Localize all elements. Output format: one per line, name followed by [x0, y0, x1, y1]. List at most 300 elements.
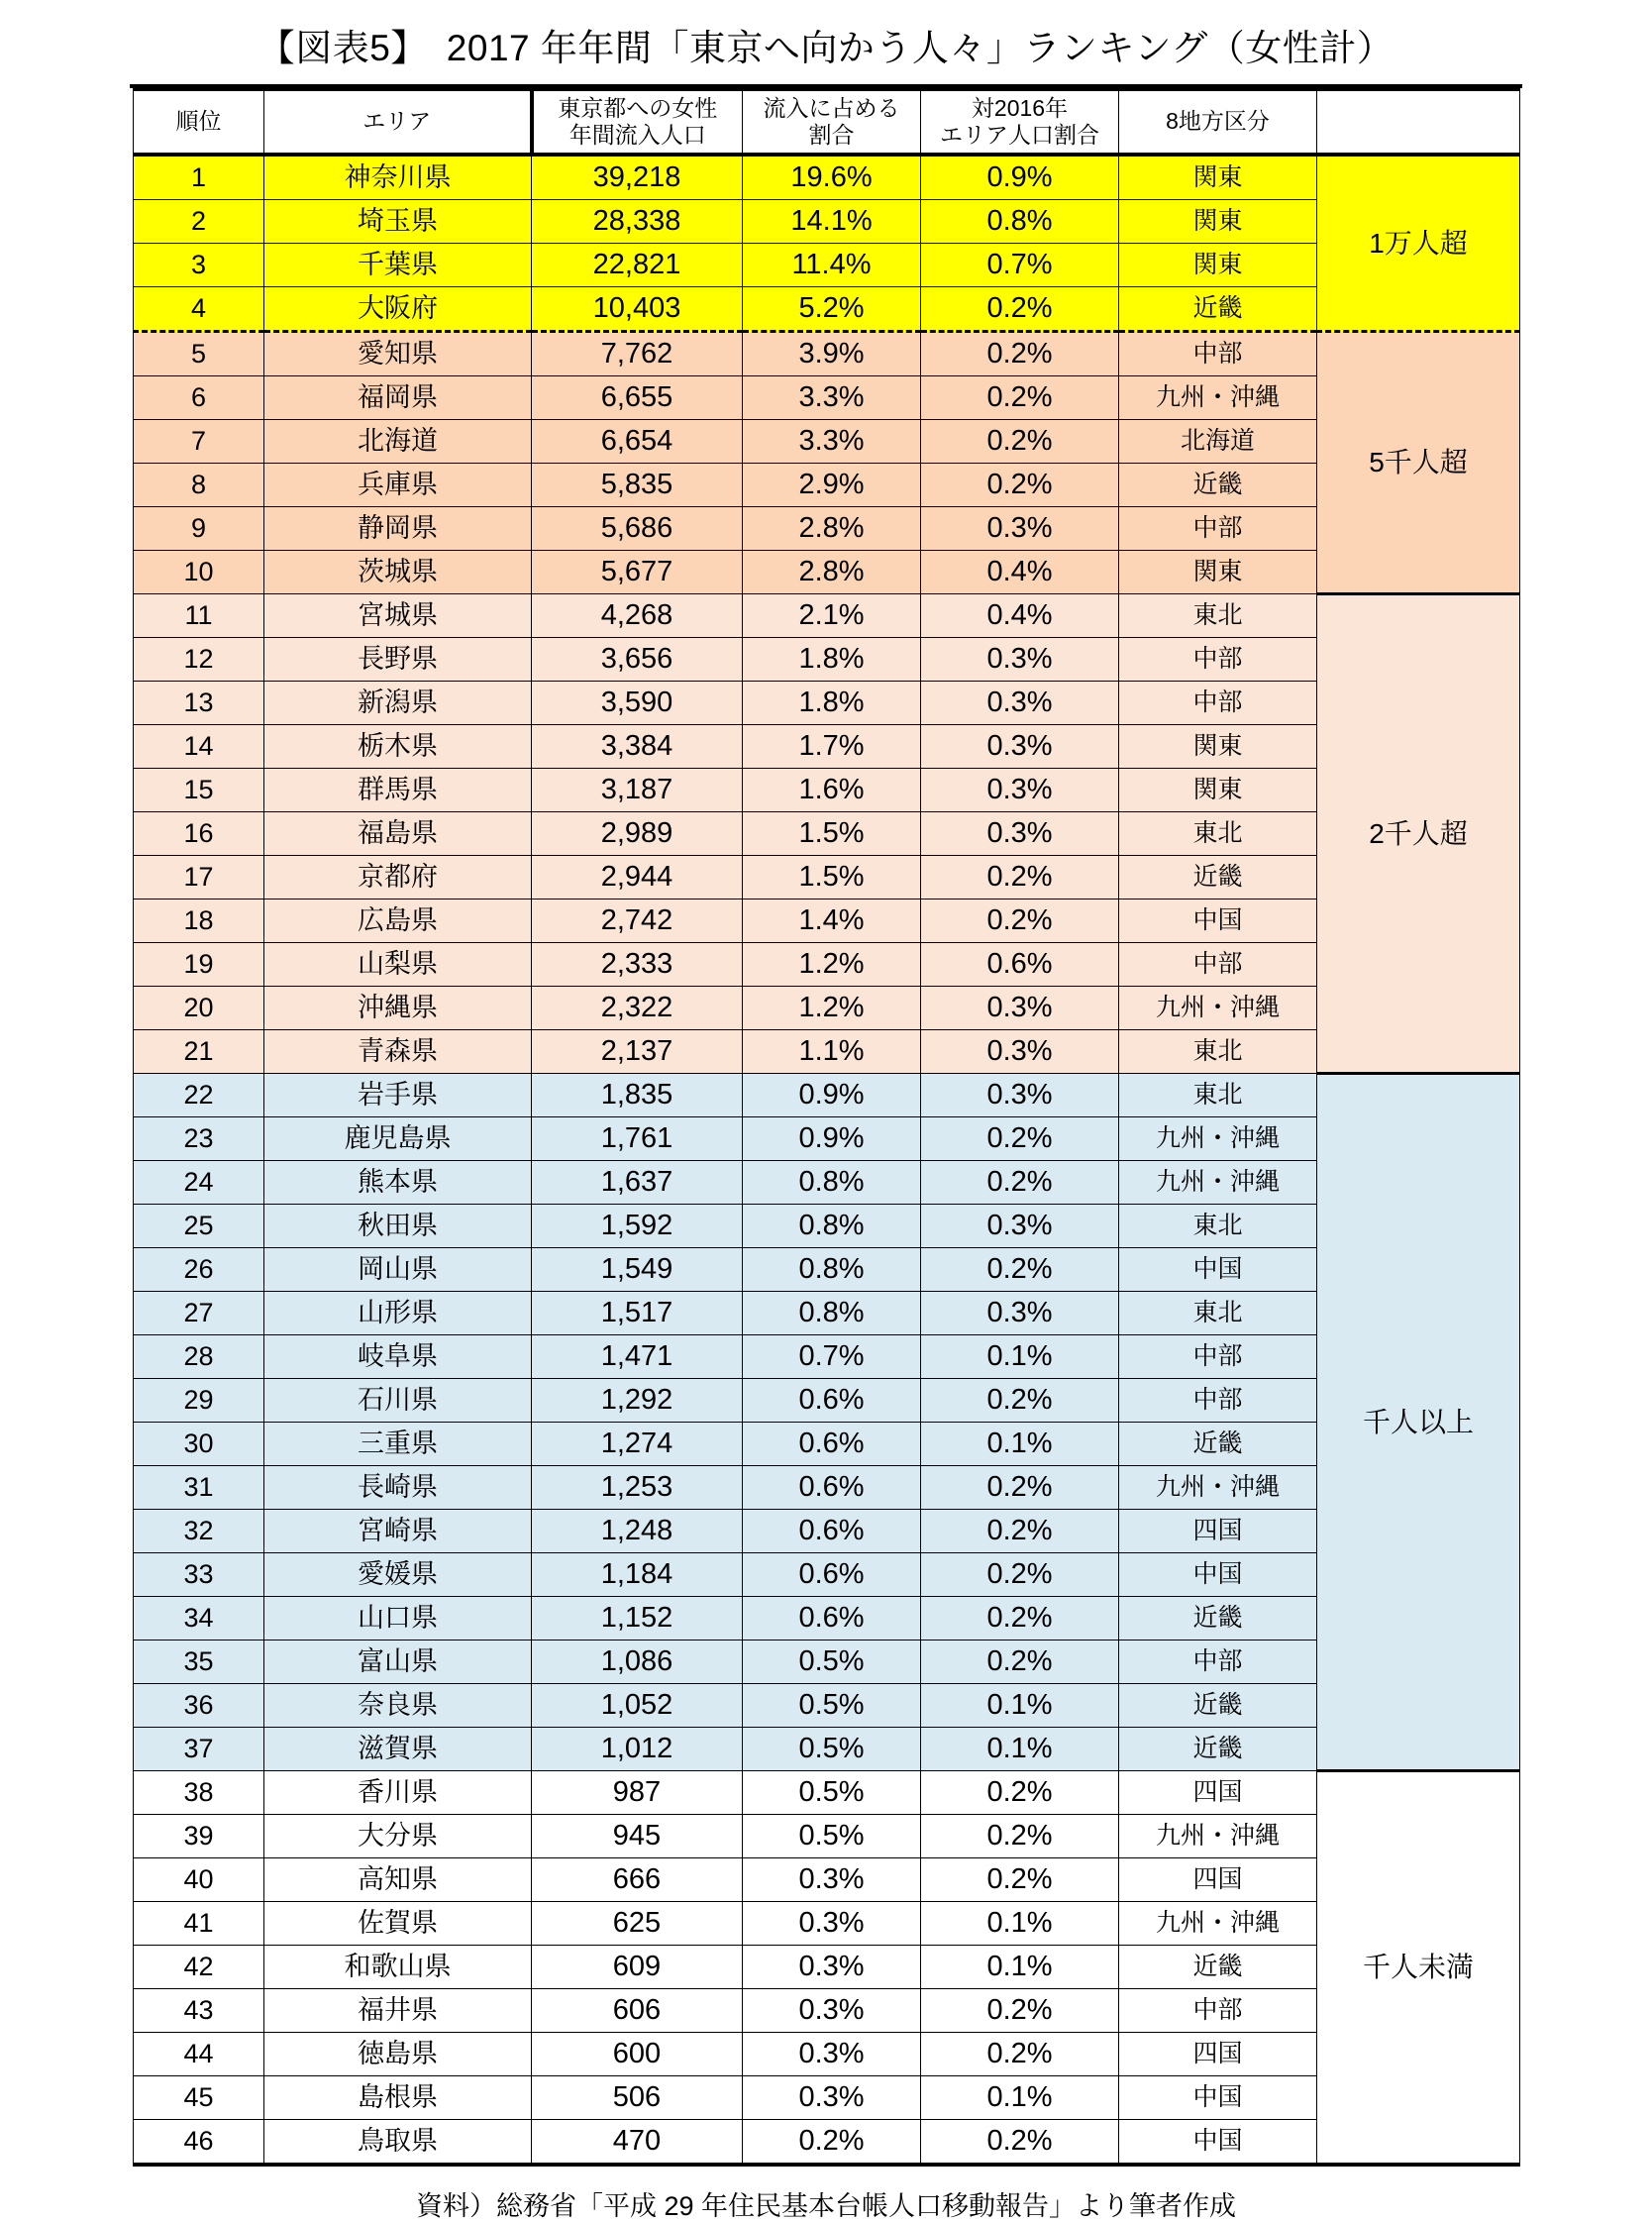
table-header: [134, 89, 1520, 155]
cell-share: 0.3%: [743, 2076, 921, 2120]
cell-region: 九州・沖縄: [1119, 1161, 1317, 1205]
cell-ratio: 0.2%: [921, 287, 1119, 332]
cell-region: 九州・沖縄: [1119, 1117, 1317, 1161]
cell-area: 北海道: [264, 420, 532, 464]
cell-share: 1.5%: [743, 856, 921, 900]
cell-area: 福島県: [264, 812, 532, 856]
cell-area: 岡山県: [264, 1248, 532, 1292]
table-row: [134, 1335, 1520, 1379]
cell-rank: 33: [134, 1553, 264, 1597]
cell-share: 0.7%: [743, 1335, 921, 1379]
group-label-4: 千人未満: [1317, 1771, 1520, 2166]
group-label-3: 千人以上: [1317, 1074, 1520, 1771]
cell-region: 近畿: [1119, 1946, 1317, 1989]
table-row: [134, 1074, 1520, 1117]
cell-share: 1.8%: [743, 682, 921, 725]
cell-share: 3.3%: [743, 376, 921, 420]
cell-region: 中部: [1119, 638, 1317, 682]
cell-ratio: 0.8%: [921, 200, 1119, 244]
cell-area: 茨城県: [264, 551, 532, 594]
column-header-rank: 順位: [134, 89, 264, 155]
cell-rank: 36: [134, 1684, 264, 1728]
cell-rank: 28: [134, 1335, 264, 1379]
cell-ratio: 0.2%: [921, 332, 1119, 376]
cell-region: 九州・沖縄: [1119, 987, 1317, 1030]
cell-region: 関東: [1119, 200, 1317, 244]
cell-population: 4,268: [532, 594, 743, 638]
cell-ratio: 0.2%: [921, 856, 1119, 900]
cell-area: 富山県: [264, 1641, 532, 1684]
cell-region: 九州・沖縄: [1119, 1815, 1317, 1858]
table-row: [134, 812, 1520, 856]
cell-share: 0.6%: [743, 1466, 921, 1510]
cell-population: 3,187: [532, 769, 743, 812]
cell-ratio: 0.2%: [921, 1989, 1119, 2033]
cell-ratio: 0.2%: [921, 2120, 1119, 2166]
cell-population: 1,517: [532, 1292, 743, 1335]
cell-population: 2,322: [532, 987, 743, 1030]
cell-area: 岩手県: [264, 1074, 532, 1117]
cell-share: 0.9%: [743, 1074, 921, 1117]
cell-population: 600: [532, 2033, 743, 2076]
cell-population: 1,184: [532, 1553, 743, 1597]
cell-area: 沖縄県: [264, 987, 532, 1030]
table-row: [134, 200, 1520, 244]
cell-rank: 6: [134, 376, 264, 420]
cell-share: 0.5%: [743, 1771, 921, 1815]
cell-region: 近畿: [1119, 464, 1317, 507]
cell-share: 5.2%: [743, 287, 921, 332]
cell-ratio: 0.2%: [921, 1161, 1119, 1205]
cell-rank: 37: [134, 1728, 264, 1771]
cell-ratio: 0.1%: [921, 1946, 1119, 1989]
cell-rank: 46: [134, 2120, 264, 2166]
cell-region: 中部: [1119, 1989, 1317, 2033]
cell-area: 神奈川県: [264, 155, 532, 200]
cell-ratio: 0.2%: [921, 1248, 1119, 1292]
cell-population: 1,292: [532, 1379, 743, 1423]
cell-population: 945: [532, 1815, 743, 1858]
table-row: [134, 1466, 1520, 1510]
cell-area: 高知県: [264, 1858, 532, 1902]
cell-region: 中国: [1119, 2076, 1317, 2120]
table-row: [134, 1117, 1520, 1161]
cell-area: 京都府: [264, 856, 532, 900]
cell-population: 22,821: [532, 244, 743, 287]
cell-region: 中国: [1119, 900, 1317, 943]
cell-area: 大分県: [264, 1815, 532, 1858]
cell-area: 山口県: [264, 1597, 532, 1641]
cell-area: 山梨県: [264, 943, 532, 987]
cell-ratio: 0.2%: [921, 420, 1119, 464]
cell-share: 1.4%: [743, 900, 921, 943]
cell-area: 佐賀県: [264, 1902, 532, 1946]
cell-area: 宮崎県: [264, 1510, 532, 1553]
table-row: [134, 376, 1520, 420]
cell-rank: 22: [134, 1074, 264, 1117]
cell-region: 四国: [1119, 1771, 1317, 1815]
cell-region: 中部: [1119, 507, 1317, 551]
cell-ratio: 0.7%: [921, 244, 1119, 287]
cell-share: 0.3%: [743, 1989, 921, 2033]
cell-population: 3,384: [532, 725, 743, 769]
cell-region: 四国: [1119, 1858, 1317, 1902]
cell-region: 四国: [1119, 2033, 1317, 2076]
cell-area: 鳥取県: [264, 2120, 532, 2166]
cell-rank: 2: [134, 200, 264, 244]
cell-population: 666: [532, 1858, 743, 1902]
cell-share: 1.7%: [743, 725, 921, 769]
table-row: [134, 1858, 1520, 1902]
cell-ratio: 0.2%: [921, 1466, 1119, 1510]
cell-area: 栃木県: [264, 725, 532, 769]
cell-share: 1.6%: [743, 769, 921, 812]
table-row: [134, 1292, 1520, 1335]
cell-population: 5,686: [532, 507, 743, 551]
cell-rank: 26: [134, 1248, 264, 1292]
ranking-table-wrapper: [133, 87, 1519, 2167]
cell-rank: 31: [134, 1466, 264, 1510]
cell-region: 中部: [1119, 1641, 1317, 1684]
cell-rank: 25: [134, 1205, 264, 1248]
cell-region: 九州・沖縄: [1119, 1902, 1317, 1946]
cell-rank: 39: [134, 1815, 264, 1858]
cell-share: 0.5%: [743, 1815, 921, 1858]
cell-region: 北海道: [1119, 420, 1317, 464]
cell-population: 6,654: [532, 420, 743, 464]
cell-population: 1,052: [532, 1684, 743, 1728]
cell-rank: 41: [134, 1902, 264, 1946]
cell-share: 0.9%: [743, 1117, 921, 1161]
cell-share: 0.3%: [743, 1946, 921, 1989]
cell-population: 987: [532, 1771, 743, 1815]
group-label-2: 2千人超: [1317, 594, 1520, 1074]
cell-ratio: 0.3%: [921, 1074, 1119, 1117]
cell-area: 鹿児島県: [264, 1117, 532, 1161]
cell-rank: 5: [134, 332, 264, 376]
cell-area: 千葉県: [264, 244, 532, 287]
cell-share: 0.8%: [743, 1205, 921, 1248]
cell-region: 中部: [1119, 1379, 1317, 1423]
cell-region: 東北: [1119, 1030, 1317, 1074]
column-header-ratio-line2: エリア人口割合: [940, 122, 1099, 148]
cell-rank: 17: [134, 856, 264, 900]
cell-ratio: 0.1%: [921, 1902, 1119, 1946]
cell-ratio: 0.3%: [921, 987, 1119, 1030]
cell-rank: 44: [134, 2033, 264, 2076]
cell-ratio: 0.4%: [921, 551, 1119, 594]
cell-rank: 1: [134, 155, 264, 200]
cell-rank: 40: [134, 1858, 264, 1902]
cell-rank: 29: [134, 1379, 264, 1423]
cell-share: 0.5%: [743, 1641, 921, 1684]
cell-area: 奈良県: [264, 1684, 532, 1728]
cell-rank: 11: [134, 594, 264, 638]
cell-population: 606: [532, 1989, 743, 2033]
cell-share: 3.3%: [743, 420, 921, 464]
cell-rank: 18: [134, 900, 264, 943]
table-row: [134, 1728, 1520, 1771]
table-row: [134, 1379, 1520, 1423]
cell-rank: 10: [134, 551, 264, 594]
cell-population: 609: [532, 1946, 743, 1989]
cell-population: 1,086: [532, 1641, 743, 1684]
cell-area: 香川県: [264, 1771, 532, 1815]
cell-area: 長野県: [264, 638, 532, 682]
column-header-ratio-line1: 対2016年: [971, 94, 1069, 121]
column-header-area: エリア: [264, 89, 532, 155]
table-row: [134, 2033, 1520, 2076]
cell-share: 0.3%: [743, 1858, 921, 1902]
cell-ratio: 0.1%: [921, 1728, 1119, 1771]
cell-region: 東北: [1119, 1292, 1317, 1335]
cell-region: 中国: [1119, 1553, 1317, 1597]
column-header-share: [743, 89, 921, 155]
cell-population: 2,137: [532, 1030, 743, 1074]
cell-region: 東北: [1119, 594, 1317, 638]
cell-region: 中国: [1119, 1248, 1317, 1292]
column-header-population: [532, 89, 743, 155]
cell-ratio: 0.2%: [921, 1117, 1119, 1161]
cell-population: 5,677: [532, 551, 743, 594]
cell-ratio: 0.1%: [921, 1423, 1119, 1466]
cell-area: 群馬県: [264, 769, 532, 812]
cell-area: 徳島県: [264, 2033, 532, 2076]
cell-region: 東北: [1119, 812, 1317, 856]
cell-share: 11.4%: [743, 244, 921, 287]
cell-region: 関東: [1119, 551, 1317, 594]
cell-share: 2.8%: [743, 507, 921, 551]
table-row: [134, 420, 1520, 464]
cell-ratio: 0.2%: [921, 1597, 1119, 1641]
cell-region: 東北: [1119, 1205, 1317, 1248]
table-row: [134, 1553, 1520, 1597]
table-row: [134, 943, 1520, 987]
header-row: [134, 89, 1520, 155]
cell-region: 関東: [1119, 725, 1317, 769]
cell-rank: 4: [134, 287, 264, 332]
column-header-ratio: [921, 89, 1119, 155]
table-row: [134, 1902, 1520, 1946]
cell-area: 滋賀県: [264, 1728, 532, 1771]
group-label-1: 5千人超: [1317, 332, 1520, 594]
cell-region: 九州・沖縄: [1119, 1466, 1317, 1510]
cell-population: 625: [532, 1902, 743, 1946]
cell-population: 1,248: [532, 1510, 743, 1553]
cell-ratio: 0.3%: [921, 507, 1119, 551]
cell-region: 近畿: [1119, 1728, 1317, 1771]
cell-area: 静岡県: [264, 507, 532, 551]
cell-population: 1,637: [532, 1161, 743, 1205]
source-note: 資料）総務省「平成 29 年住民基本台帳人口移動報告」より筆者作成: [415, 2191, 1237, 2221]
cell-share: 0.6%: [743, 1597, 921, 1641]
cell-rank: 3: [134, 244, 264, 287]
table-row: [134, 725, 1520, 769]
cell-region: 近畿: [1119, 856, 1317, 900]
cell-population: 10,403: [532, 287, 743, 332]
cell-population: 28,338: [532, 200, 743, 244]
table-row: [134, 1510, 1520, 1553]
cell-area: 石川県: [264, 1379, 532, 1423]
cell-region: 関東: [1119, 244, 1317, 287]
cell-region: 中部: [1119, 1335, 1317, 1379]
cell-region: 中部: [1119, 682, 1317, 725]
cell-population: 3,590: [532, 682, 743, 725]
cell-rank: 45: [134, 2076, 264, 2120]
table-row: [134, 1248, 1520, 1292]
cell-rank: 14: [134, 725, 264, 769]
cell-share: 1.2%: [743, 987, 921, 1030]
cell-rank: 15: [134, 769, 264, 812]
cell-share: 0.8%: [743, 1292, 921, 1335]
table-row: [134, 332, 1520, 376]
cell-share: 0.3%: [743, 1902, 921, 1946]
cell-population: 1,835: [532, 1074, 743, 1117]
cell-region: 近畿: [1119, 1597, 1317, 1641]
cell-area: 新潟県: [264, 682, 532, 725]
cell-population: 2,944: [532, 856, 743, 900]
cell-population: 470: [532, 2120, 743, 2166]
table-row: [134, 2076, 1520, 2120]
ranking-table: [133, 87, 1520, 2167]
cell-ratio: 0.2%: [921, 1815, 1119, 1858]
cell-ratio: 0.1%: [921, 1684, 1119, 1728]
cell-share: 0.8%: [743, 1161, 921, 1205]
table-row: [134, 2120, 1520, 2166]
cell-area: 広島県: [264, 900, 532, 943]
cell-ratio: 0.2%: [921, 1510, 1119, 1553]
cell-population: 39,218: [532, 155, 743, 200]
cell-ratio: 0.2%: [921, 2033, 1119, 2076]
cell-rank: 30: [134, 1423, 264, 1466]
cell-ratio: 0.1%: [921, 1335, 1119, 1379]
table-row: [134, 1771, 1520, 1815]
cell-share: 14.1%: [743, 200, 921, 244]
cell-rank: 32: [134, 1510, 264, 1553]
cell-share: 0.6%: [743, 1379, 921, 1423]
cell-rank: 12: [134, 638, 264, 682]
cell-share: 1.5%: [743, 812, 921, 856]
cell-area: 青森県: [264, 1030, 532, 1074]
table-row: [134, 900, 1520, 943]
cell-share: 0.5%: [743, 1684, 921, 1728]
cell-ratio: 0.2%: [921, 900, 1119, 943]
cell-population: 1,549: [532, 1248, 743, 1292]
cell-rank: 43: [134, 1989, 264, 2033]
cell-region: 中国: [1119, 2120, 1317, 2166]
cell-population: 1,274: [532, 1423, 743, 1466]
column-header-population-line1: 東京都への女性: [558, 94, 718, 121]
cell-share: 0.6%: [743, 1510, 921, 1553]
cell-region: 四国: [1119, 1510, 1317, 1553]
table-row: [134, 769, 1520, 812]
cell-ratio: 0.3%: [921, 1030, 1119, 1074]
column-header-share-line1: 流入に占める: [763, 94, 900, 121]
table-row: [134, 1597, 1520, 1641]
cell-ratio: 0.3%: [921, 638, 1119, 682]
cell-region: 近畿: [1119, 1684, 1317, 1728]
table-row: [134, 1161, 1520, 1205]
cell-region: 関東: [1119, 769, 1317, 812]
cell-population: 2,742: [532, 900, 743, 943]
cell-population: 1,152: [532, 1597, 743, 1641]
cell-region: 中部: [1119, 943, 1317, 987]
table-row: [134, 1641, 1520, 1684]
cell-ratio: 0.2%: [921, 1858, 1119, 1902]
cell-rank: 34: [134, 1597, 264, 1641]
table-row: [134, 987, 1520, 1030]
column-header-population-line2: 年間流入人口: [568, 122, 706, 148]
cell-region: 関東: [1119, 155, 1317, 200]
column-header-share-line2: 割合: [808, 122, 855, 148]
cell-area: 山形県: [264, 1292, 532, 1335]
cell-rank: 35: [134, 1641, 264, 1684]
column-header-region: 8地方区分: [1119, 89, 1317, 155]
cell-area: 福岡県: [264, 376, 532, 420]
cell-ratio: 0.4%: [921, 594, 1119, 638]
cell-population: 506: [532, 2076, 743, 2120]
cell-ratio: 0.9%: [921, 155, 1119, 200]
table-row: [134, 594, 1520, 638]
cell-population: 3,656: [532, 638, 743, 682]
cell-rank: 20: [134, 987, 264, 1030]
cell-region: 東北: [1119, 1074, 1317, 1117]
cell-share: 0.5%: [743, 1728, 921, 1771]
table-row: [134, 1030, 1520, 1074]
cell-area: 愛知県: [264, 332, 532, 376]
cell-rank: 23: [134, 1117, 264, 1161]
cell-area: 宮城県: [264, 594, 532, 638]
cell-share: 0.8%: [743, 1248, 921, 1292]
cell-population: 1,012: [532, 1728, 743, 1771]
cell-population: 6,655: [532, 376, 743, 420]
cell-ratio: 0.3%: [921, 682, 1119, 725]
cell-area: 大阪府: [264, 287, 532, 332]
table-row: [134, 1423, 1520, 1466]
cell-area: 愛媛県: [264, 1553, 532, 1597]
cell-area: 福井県: [264, 1989, 532, 2033]
table-row: [134, 638, 1520, 682]
cell-rank: 38: [134, 1771, 264, 1815]
cell-ratio: 0.3%: [921, 1292, 1119, 1335]
cell-ratio: 0.3%: [921, 1205, 1119, 1248]
cell-area: 長崎県: [264, 1466, 532, 1510]
cell-ratio: 0.2%: [921, 1641, 1119, 1684]
cell-population: 7,762: [532, 332, 743, 376]
cell-share: 0.2%: [743, 2120, 921, 2166]
cell-rank: 19: [134, 943, 264, 987]
cell-rank: 42: [134, 1946, 264, 1989]
cell-ratio: 0.3%: [921, 812, 1119, 856]
cell-rank: 16: [134, 812, 264, 856]
cell-ratio: 0.2%: [921, 1379, 1119, 1423]
cell-area: 熊本県: [264, 1161, 532, 1205]
cell-ratio: 0.6%: [921, 943, 1119, 987]
cell-area: 和歌山県: [264, 1946, 532, 1989]
group-label-0: 1万人超: [1317, 155, 1520, 332]
cell-share: 1.2%: [743, 943, 921, 987]
cell-share: 2.8%: [743, 551, 921, 594]
cell-area: 三重県: [264, 1423, 532, 1466]
cell-ratio: 0.3%: [921, 769, 1119, 812]
cell-share: 1.8%: [743, 638, 921, 682]
cell-share: 0.3%: [743, 2033, 921, 2076]
cell-population: 1,253: [532, 1466, 743, 1510]
table-row: [134, 551, 1520, 594]
cell-share: 19.6%: [743, 155, 921, 200]
cell-area: 埼玉県: [264, 200, 532, 244]
cell-ratio: 0.3%: [921, 725, 1119, 769]
